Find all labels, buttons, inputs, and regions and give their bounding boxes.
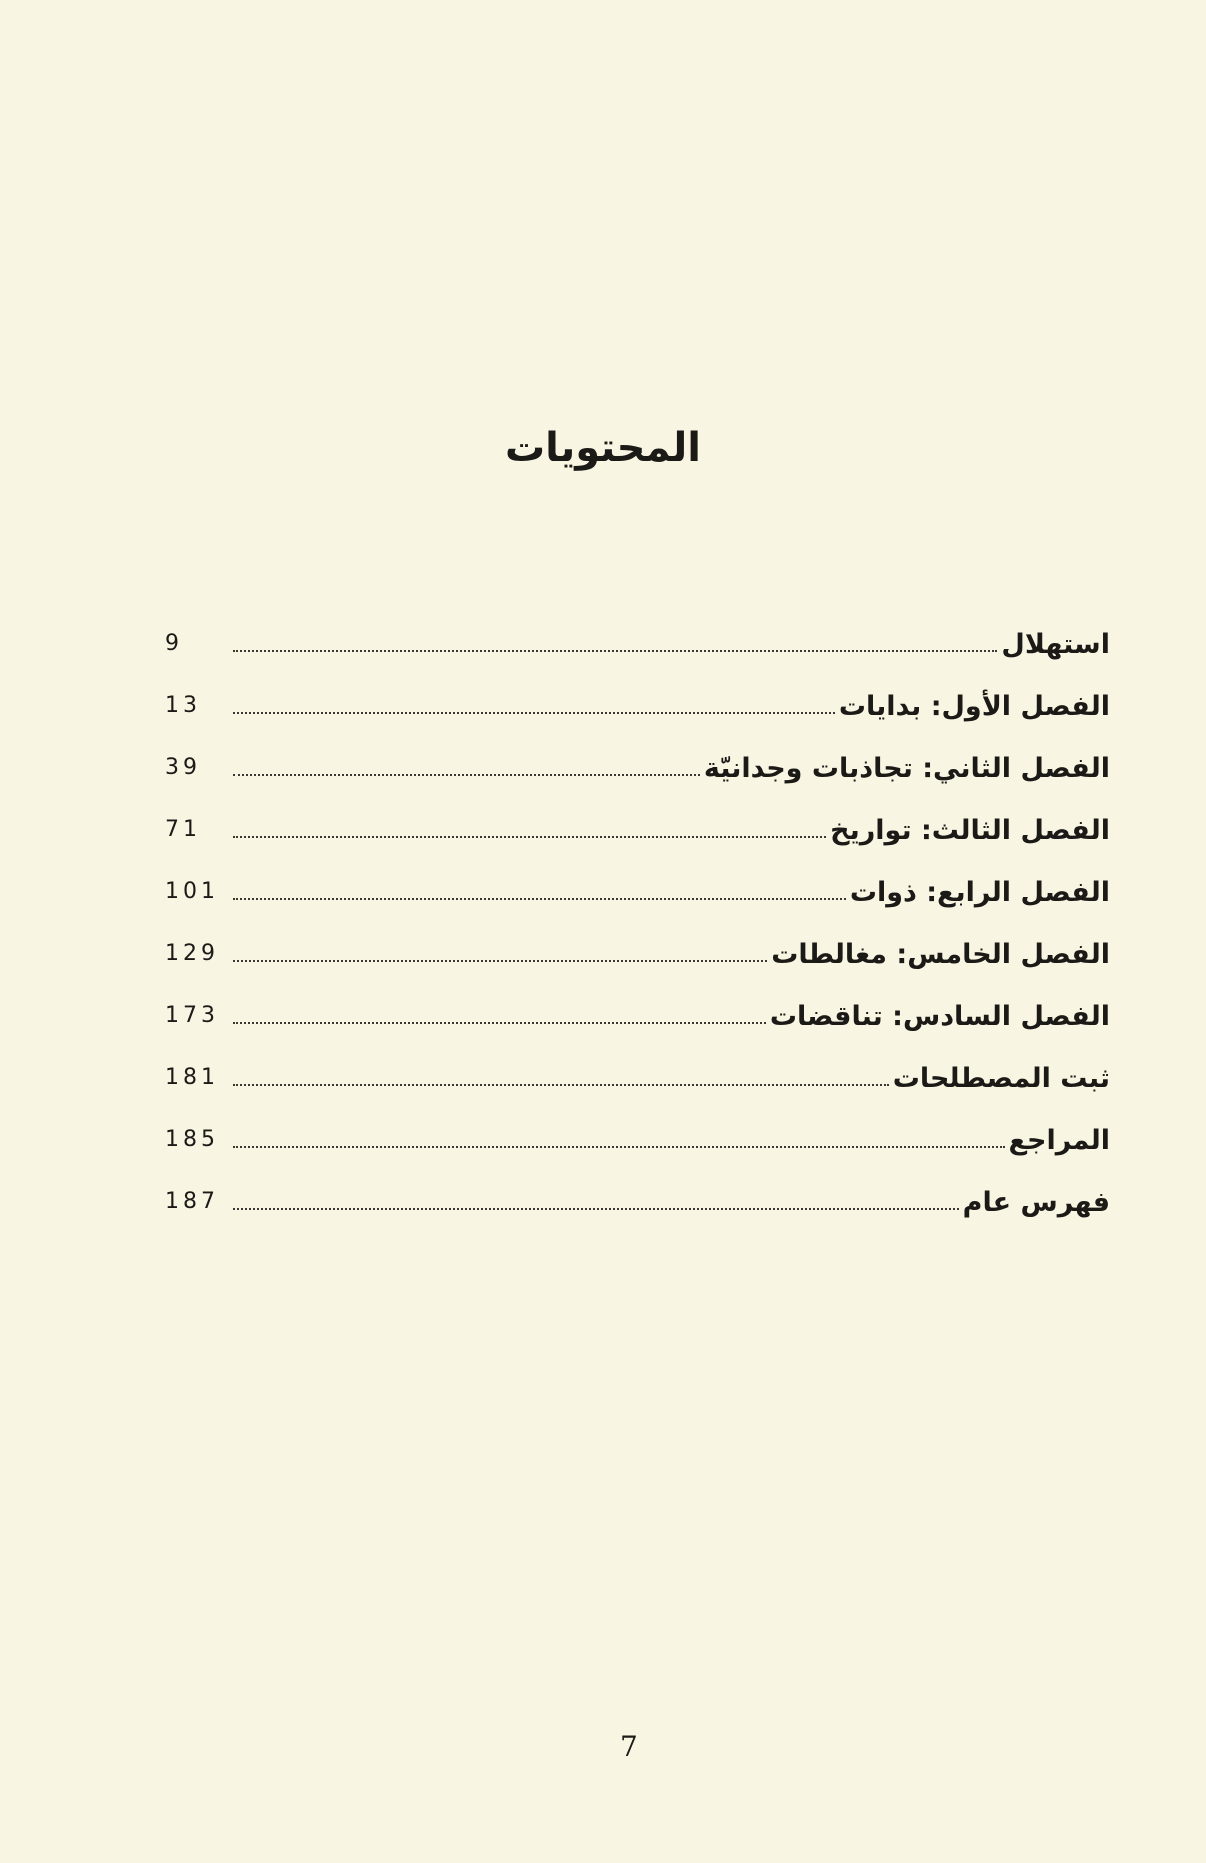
toc-entry-title: المراجع — [1008, 1125, 1110, 1156]
toc-entry — [165, 1096, 1110, 1158]
toc-entry — [165, 724, 1110, 786]
dot-leader — [233, 650, 997, 652]
toc-page-number: 173 — [165, 1003, 219, 1028]
toc-entry — [165, 848, 1110, 910]
toc-page-number: 13 — [165, 693, 201, 718]
toc-entry-title: الفصل الرابع: ذوات — [849, 877, 1110, 908]
toc-entry-title: الفصل الثالث: تواريخ — [830, 815, 1110, 846]
toc-entry-title: استهلال — [1001, 629, 1110, 660]
dot-leader — [233, 774, 700, 776]
dot-leader — [233, 1146, 1005, 1148]
toc-entry-title: الفصل الخامس: مغالطات — [771, 939, 1110, 970]
toc-entry-title: ثبت المصطلحات — [892, 1063, 1110, 1094]
dot-leader — [233, 836, 826, 838]
toc-entry — [165, 600, 1110, 662]
dot-leader — [233, 712, 835, 714]
toc-entry — [165, 1034, 1110, 1096]
toc-page-number: 185 — [165, 1127, 219, 1152]
toc-entry-title: الفصل الأول: بدايات — [838, 691, 1110, 722]
dot-leader — [233, 960, 767, 962]
toc-entry-title: فهرس عام — [962, 1187, 1110, 1218]
toc-entry — [165, 786, 1110, 848]
dot-leader — [233, 1208, 959, 1210]
toc-entry-title: الفصل الثاني: تجاذبات وجدانيّة — [703, 753, 1110, 784]
dot-leader — [233, 1022, 766, 1024]
toc-entry — [165, 662, 1110, 724]
dot-leader — [233, 898, 846, 900]
toc-entry-title: الفصل السادس: تناقضات — [769, 1001, 1110, 1032]
toc-page-number: 101 — [165, 879, 219, 904]
toc-entry — [165, 972, 1110, 1034]
page-number: 7 — [620, 1730, 638, 1763]
page-title: المحتويات — [504, 425, 701, 471]
table-of-contents — [165, 600, 1110, 1220]
toc-page-number: 71 — [165, 817, 201, 842]
dot-leader — [233, 1084, 889, 1086]
toc-page-number: 187 — [165, 1189, 219, 1214]
toc-page-number: 39 — [165, 755, 201, 780]
toc-page-number: 181 — [165, 1065, 219, 1090]
toc-page-number: 129 — [165, 941, 219, 966]
toc-page-number: 9 — [165, 631, 183, 656]
toc-entry — [165, 1158, 1110, 1220]
toc-entry — [165, 910, 1110, 972]
